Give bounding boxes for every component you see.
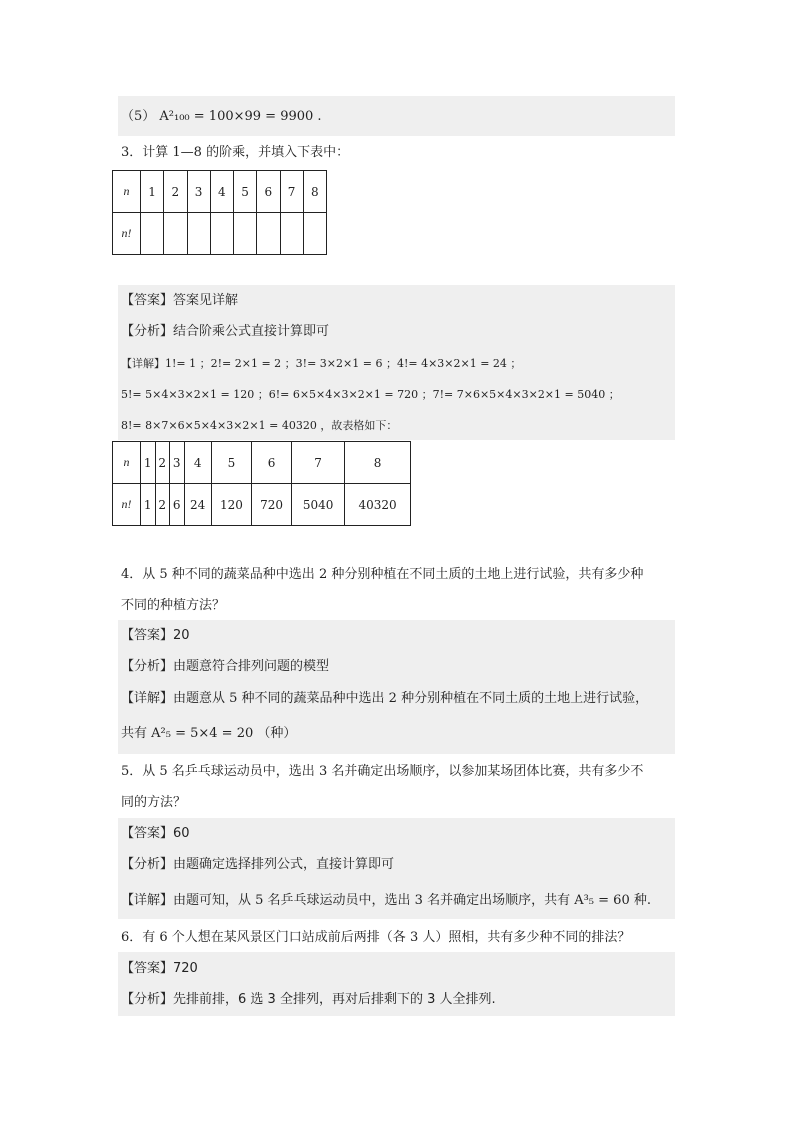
table1-empty-cell — [303, 213, 326, 255]
q3-detail-3: 8!= 8×7×6×5×4×3×2×1 = 40320 ，故表格如下： — [121, 419, 398, 432]
table2-cell: 4 — [184, 442, 211, 484]
table1-header-factorial: n! — [113, 213, 141, 255]
q4-detail-1: 【详解】由题意从 5 种不同的蔬菜品种中选出 2 种分别种植在不同土质的土地上进行试验， — [121, 691, 649, 706]
table2-cell: 5040 — [292, 484, 345, 526]
table1-empty-cell — [141, 213, 164, 255]
table1-cell: 4 — [210, 171, 233, 213]
table2-header-n: n — [113, 442, 141, 484]
table1-empty-cell — [280, 213, 303, 255]
question-4-line-2: 不同的种植方法？ — [121, 598, 226, 613]
table2-cell: 6 — [251, 442, 291, 484]
q6-analysis: 【分析】先排前排，6 选 3 全排列，再对后排剩下的 3 人全排列. — [121, 992, 496, 1007]
table1-cell: 7 — [280, 171, 303, 213]
item5-text: （5） A²₁₀₀ = 100×99 = 9900 . — [121, 109, 322, 124]
table2-header-factorial: n! — [113, 484, 141, 526]
table1-cell: 8 — [303, 171, 326, 213]
table1-cell: 5 — [234, 171, 257, 213]
question-5-line-2: 同的方法？ — [121, 795, 187, 810]
table2-cell: 8 — [345, 442, 411, 484]
q6-answer: 【答案】720 — [121, 961, 198, 976]
q3-detail-2: 5!= 5×4×3×2×1 = 120 ；6!= 6×5×4×3×2×1 = 720 ；7!= 7×6×5×4×3×2×1 = 5040 ； — [121, 388, 620, 401]
q3-answer: 【答案】答案见详解 — [121, 293, 239, 308]
table1-cell: 1 — [141, 171, 164, 213]
table1-cell: 2 — [164, 171, 187, 213]
table2-cell: 2 — [155, 484, 170, 526]
table1-header-n: n — [113, 171, 141, 213]
table1-empty-cell — [257, 213, 280, 255]
table2-cell: 6 — [170, 484, 185, 526]
q4-analysis: 【分析】由题意符合排列问题的模型 — [121, 659, 330, 674]
q4-detail-2: 共有 A²₅ = 5×4 = 20 （种） — [121, 726, 297, 741]
factorial-table-blank — [112, 170, 327, 255]
table2-cell: 1 — [141, 484, 156, 526]
table2-cell: 5 — [211, 442, 251, 484]
q4-answer: 【答案】20 — [121, 628, 190, 643]
table1-cell: 3 — [187, 171, 210, 213]
table1-empty-cell — [210, 213, 233, 255]
question-6: 6．有 6 个人想在某风景区门口站成前后两排（各 3 人）照相，共有多少种不同的排法？ — [121, 930, 631, 945]
table1-empty-cell — [164, 213, 187, 255]
table2-cell: 40320 — [345, 484, 411, 526]
table2-cell: 720 — [251, 484, 291, 526]
q5-analysis: 【分析】由题确定选择排列公式，直接计算即可 — [121, 857, 395, 872]
table2-cell: 24 — [184, 484, 211, 526]
table1-empty-cell — [187, 213, 210, 255]
table2-cell: 1 — [141, 442, 156, 484]
q5-answer: 【答案】60 — [121, 826, 190, 841]
q5-detail: 【详解】由题可知，从 5 名乒乓球运动员中，选出 3 名并确定出场顺序，共有 A³₅ = 60 种. — [121, 893, 651, 908]
question-4-line-1: 4．从 5 种不同的蔬菜品种中选出 2 种分别种植在不同土质的土地上进行试验，共有多少种 — [121, 567, 644, 582]
table2-cell: 2 — [155, 442, 170, 484]
table2-cell: 3 — [170, 442, 185, 484]
q3-detail-1: 【详解】1!= 1 ；2!= 2×1 = 2 ；3!= 3×2×1 = 6 ；4!= 4×3×2×1 = 24 ； — [121, 357, 522, 370]
factorial-table-filled — [112, 441, 411, 526]
table2-cell: 120 — [211, 484, 251, 526]
table1-empty-cell — [234, 213, 257, 255]
question-5-line-1: 5．从 5 名乒乓球运动员中，选出 3 名并确定出场顺序，以参加某场团体比赛，共有多少不 — [121, 764, 644, 779]
question-3: 3．计算 1—8 的阶乘，并填入下表中： — [121, 145, 350, 160]
q3-analysis: 【分析】结合阶乘公式直接计算即可 — [121, 324, 330, 339]
table2-cell: 7 — [292, 442, 345, 484]
table1-cell: 6 — [257, 171, 280, 213]
